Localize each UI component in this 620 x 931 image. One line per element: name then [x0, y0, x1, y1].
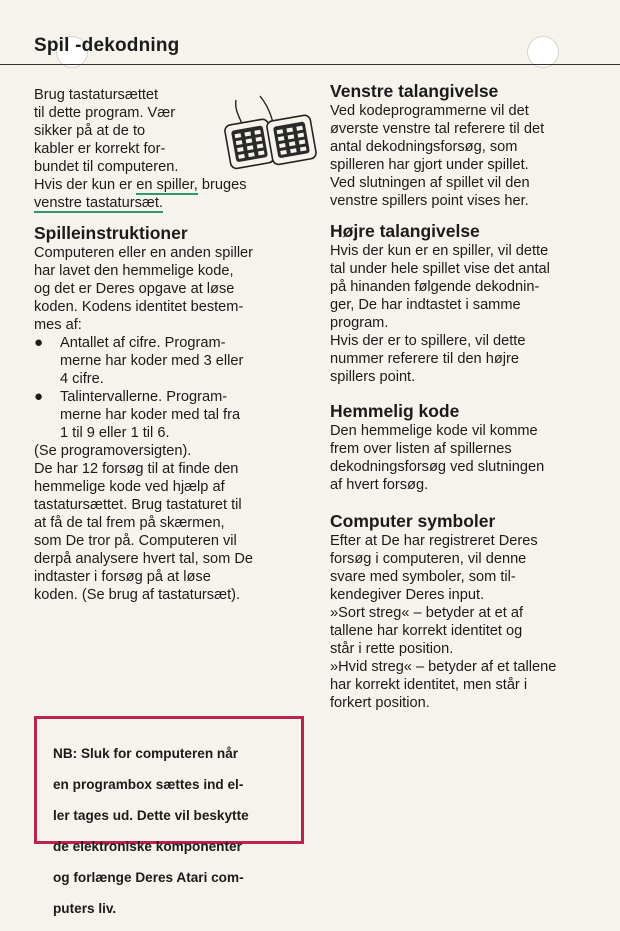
bullet-dot: ●	[34, 334, 44, 351]
intro-line: til dette program. Vær	[34, 105, 176, 121]
section-line: Den hemmelige kode vil komme	[330, 423, 538, 439]
section-line: nummer referere til den højre	[330, 351, 519, 367]
section-line: »Sort streg« – betyder at et af	[330, 605, 524, 621]
instruction-line: som De tror på. Computeren vil	[34, 533, 237, 549]
instruction-line: og det er Deres opgave at løse	[34, 281, 235, 297]
instruction-line: hemmelige kode ved hjælp af	[34, 479, 225, 495]
section-line: står i rette position.	[330, 641, 454, 657]
section-line: forkert position.	[330, 695, 430, 711]
instruction-line: Computeren eller en anden spiller	[34, 245, 254, 261]
nb-line: puters liv.	[53, 901, 117, 917]
instruction-line: indtaster i forsøg på at løse	[34, 569, 211, 585]
bullet-line: Talintervallerne. Program-	[60, 389, 228, 405]
bullet-item	[34, 388, 302, 442]
instruction-line: derpå analysere hvert tal, som De	[34, 551, 254, 567]
bullet-line: Antallet af cifre. Program-	[60, 335, 226, 351]
instruction-line: har lavet den hemmelige kode,	[34, 263, 234, 279]
keypad-controllers-icon	[214, 92, 324, 176]
nb-line: og forlænge Deres Atari com-	[53, 869, 244, 885]
section-line: Hvis der kun er en spiller, vil dette	[330, 243, 549, 259]
instruction-line: koden. Kodens identitet bestem-	[34, 299, 244, 315]
intro-text-fragment: bruges	[197, 177, 247, 193]
instruction-line: mes af:	[34, 317, 82, 333]
section-line: spillers point.	[330, 369, 416, 385]
instruction-line: (Se programoversigten).	[34, 443, 192, 459]
section-line: tallene har korrekt identitet og	[330, 623, 523, 639]
intro-line: bundet til computeren.	[34, 159, 179, 175]
section-line: kendegiver Deres input.	[330, 587, 485, 603]
instruction-line: at få de tal frem på skærmen,	[34, 515, 225, 531]
right-column	[330, 80, 592, 712]
section-line: af hvert forsøg.	[330, 477, 429, 493]
intro-line: Brug tastatursættet	[34, 87, 159, 103]
heading-hojre-talangivelse: Højre talangivelse	[330, 221, 480, 241]
underlined-left-keypad: venstre tastatursæt.	[34, 195, 163, 211]
section-line: Ved slutningen af spillet vil den	[330, 175, 530, 191]
header-rule	[0, 64, 620, 65]
section-line: svare med symboler, som til-	[330, 569, 516, 585]
page-title: Spil -dekodning	[34, 35, 180, 56]
nb-line: en programbox sættes ind el-	[53, 776, 244, 792]
section-line: Ved kodeprogrammerne vil det	[330, 103, 529, 119]
bullet-dot: ●	[34, 388, 44, 405]
nb-warning-text	[53, 731, 289, 931]
section-line: har korrekt identitet, men står i	[330, 677, 528, 693]
bullet-line: 4 cifre.	[60, 371, 104, 387]
section-line: ger, De har indtastet i samme	[330, 297, 521, 313]
section-line: på hinanden følgende dekodnin-	[330, 279, 540, 295]
instruction-line: De har 12 forsøg til at finde den	[34, 461, 239, 477]
section-line: forsøg i computeren, vil denne	[330, 551, 527, 567]
bullet-line: 1 til 9 eller 1 til 6.	[60, 425, 170, 441]
heading-venstre-talangivelse: Venstre talangivelse	[330, 81, 499, 101]
heading-computer-symboler: Computer symboler	[330, 511, 496, 531]
underlined-one-player: en spiller,	[136, 177, 198, 193]
section-line: program.	[330, 315, 389, 331]
section-line: Efter at De har registreret Deres	[330, 533, 538, 549]
intro-line: sikker på at de to	[34, 123, 146, 139]
heading-spilleinstruktioner: Spilleinstruktioner	[34, 223, 188, 243]
section-line: frem over listen af spillernes	[330, 441, 512, 457]
instruction-line: koden. (Se brug af tastatursæt).	[34, 587, 241, 603]
nb-warning-box	[34, 716, 304, 917]
section-line: »Hvid streg« – betyder af et tallene	[330, 659, 557, 675]
section-line: Hvis der er to spillere, vil dette	[330, 333, 526, 349]
section-line: antal dekodningsforsøg, som	[330, 139, 518, 155]
instruction-line: tastatursættet. Brug tastaturet til	[34, 497, 242, 513]
intro-text-fragment: Hvis der kun er	[34, 177, 137, 193]
bullet-line: merne har koder med tal fra	[60, 407, 241, 423]
heading-hemmelig-kode: Hemmelig kode	[330, 401, 460, 421]
intro-line-single-player	[34, 176, 302, 194]
bullet-line: merne har koder med 3 eller	[60, 353, 244, 369]
nb-line: de elektroniske komponenter	[53, 838, 242, 854]
left-column	[34, 86, 302, 604]
nb-line: ler tages ud. Dette vil beskytte	[53, 807, 249, 823]
section-line: dekodningsforsøg ved slutningen	[330, 459, 545, 475]
intro-line: kabler er korrekt for-	[34, 141, 166, 157]
section-line: spilleren har gjort under spillet.	[330, 157, 529, 173]
nb-line: NB: Sluk for computeren når	[53, 745, 239, 761]
section-line: øverste venstre tal referere til det	[330, 121, 545, 137]
intro-line-left-keypad	[34, 194, 302, 212]
section-line: venstre spillers point vises her.	[330, 193, 529, 209]
bullet-item	[34, 334, 302, 388]
section-line: tal under hele spillet vise det antal	[330, 261, 550, 277]
